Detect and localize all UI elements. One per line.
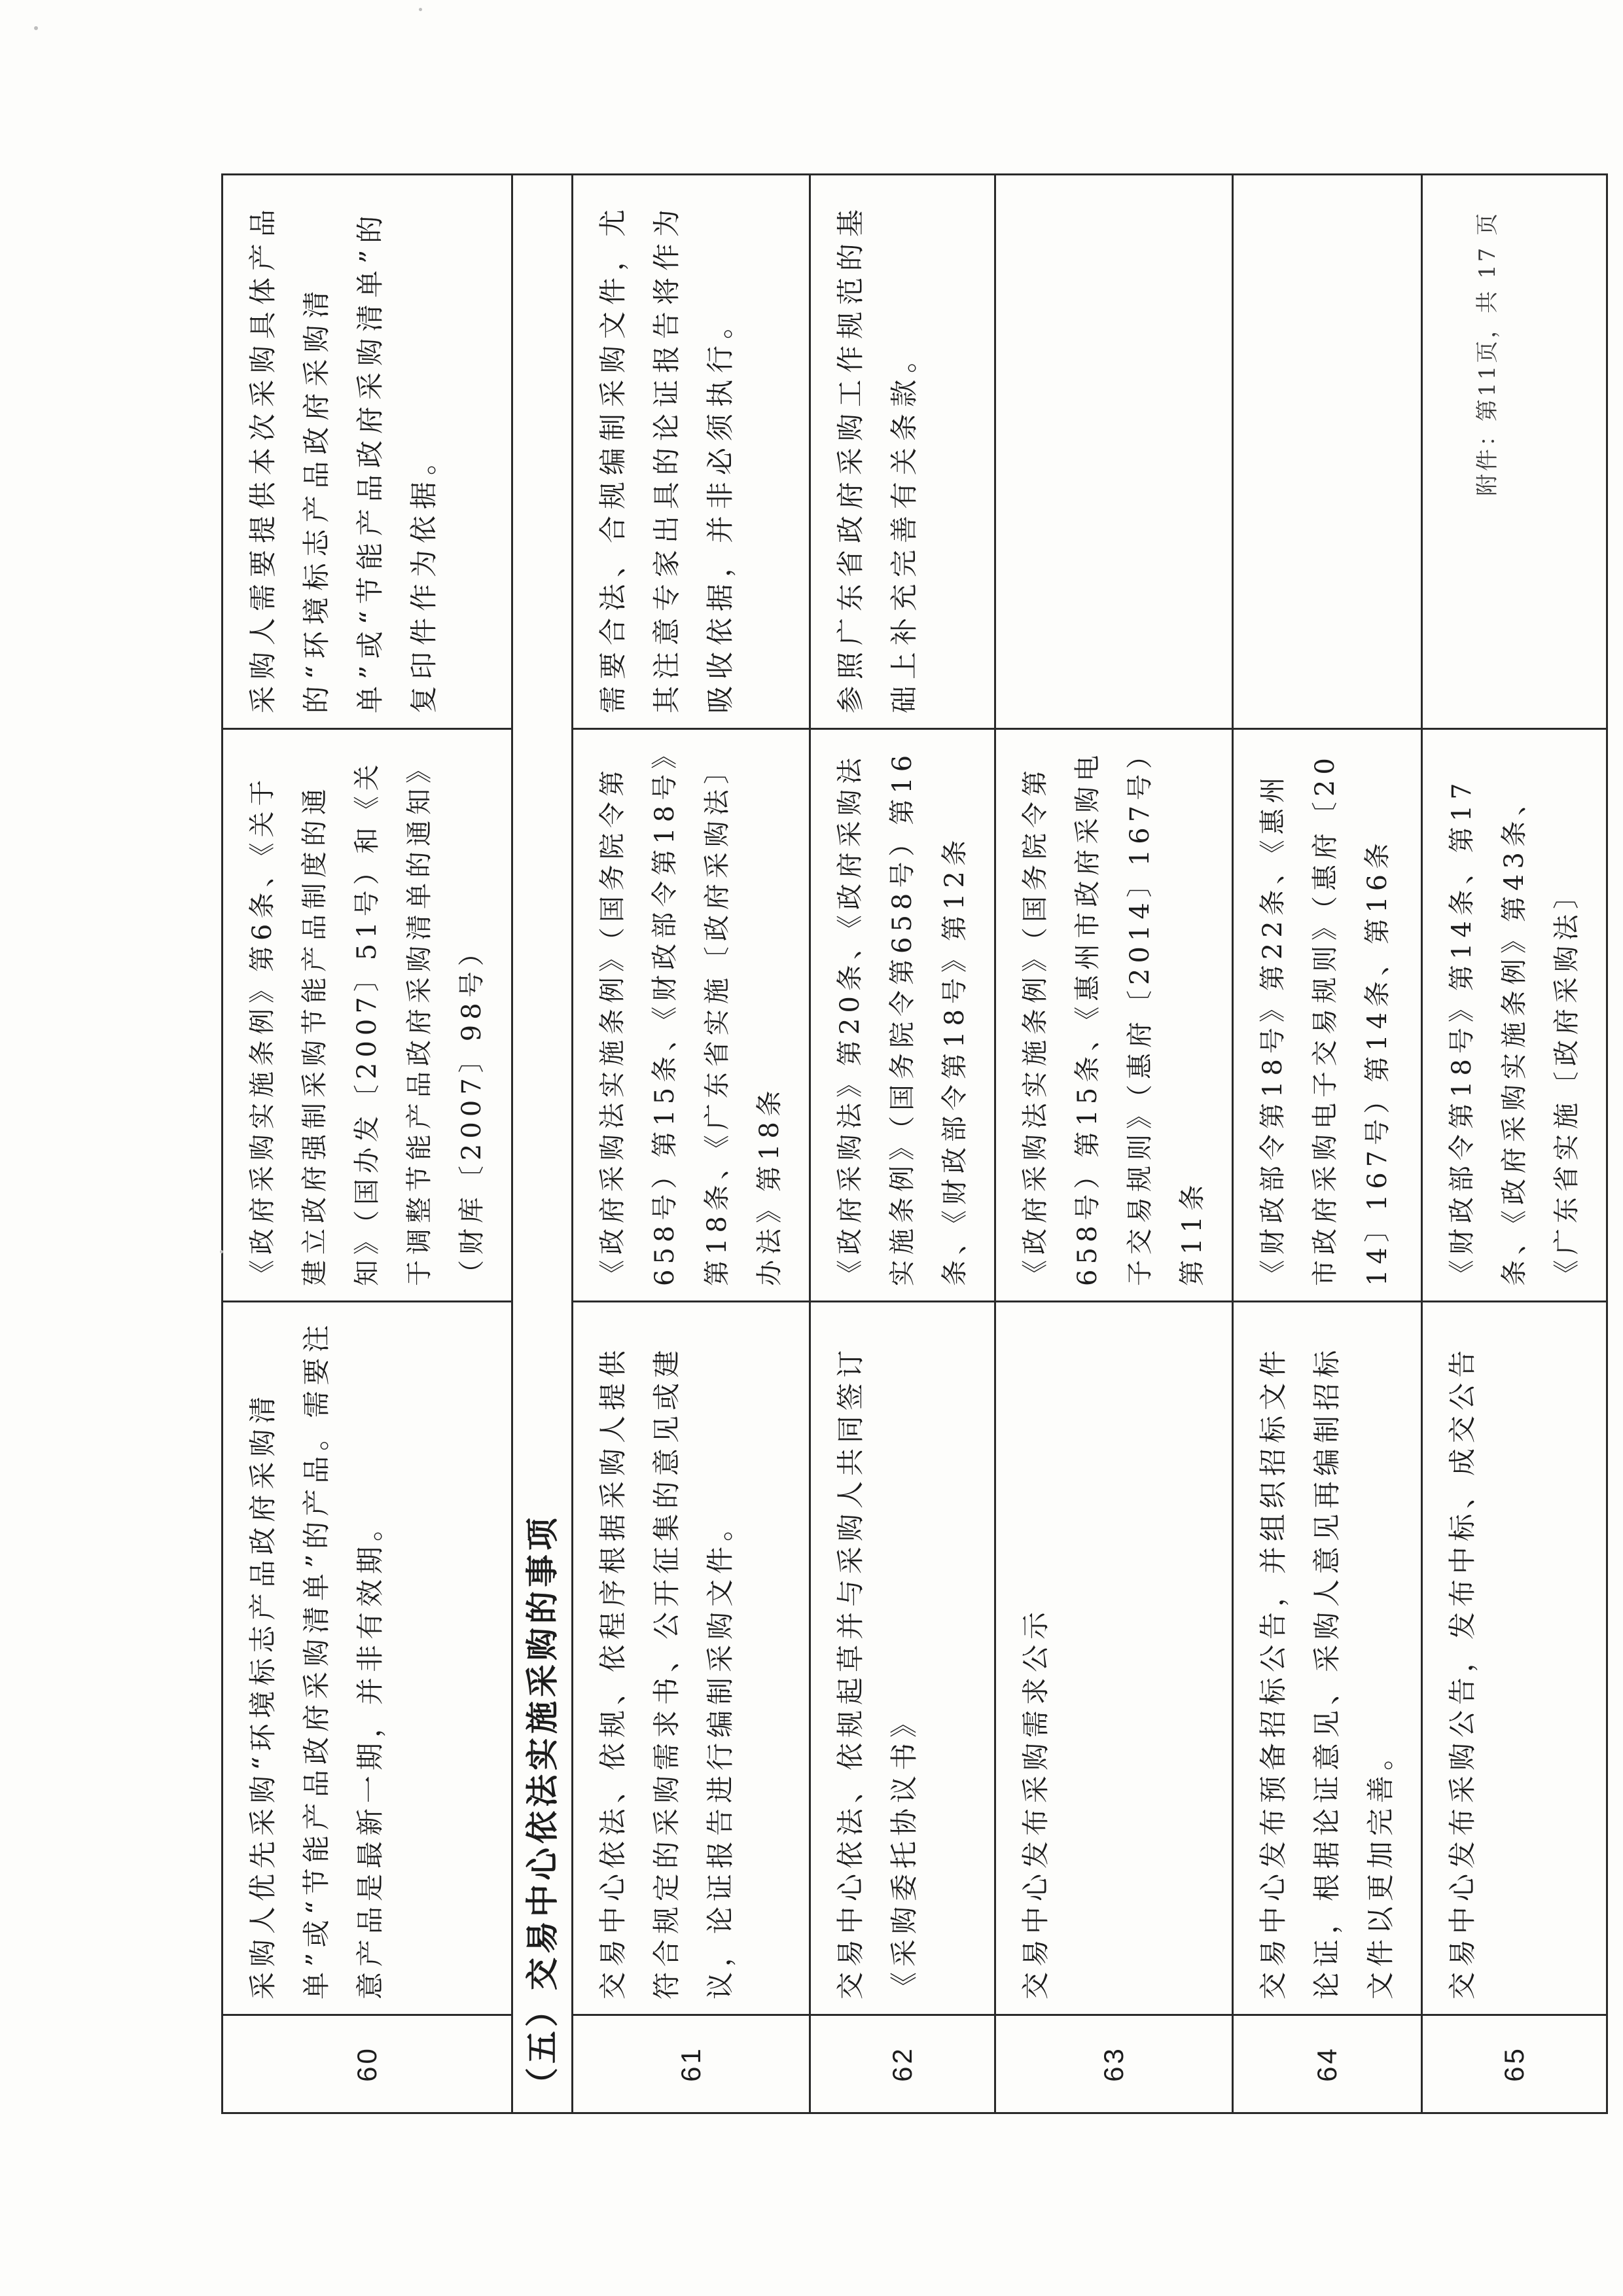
scan-speck — [34, 26, 38, 30]
row-number: 61 — [573, 2015, 810, 2113]
remark-cell: 参照广东省政府采购工作规范的基础上补充完善有关条款。 — [810, 175, 995, 729]
matter-cell: 交易中心发布采购公告，发布中标、成交公告 — [1422, 1302, 1607, 2015]
remark-cell: 需要合法、合规编制采购文件，尤其注意专家出具的论证报告将作为吸收依据，并非必须执行。 — [573, 175, 810, 729]
matter-cell: 交易中心发布采购需求公示 — [995, 1302, 1233, 2015]
remark-cell — [1233, 175, 1422, 729]
table-row — [573, 175, 810, 2113]
row-number: 60 — [223, 2015, 512, 2113]
page-footer: 附件：第11页，共 17 页 — [1474, 210, 1501, 496]
matter-cell: 交易中心依法、依规起草并与采购人共同签订《采购委托协议书》 — [810, 1302, 995, 2015]
legal-basis-cell: 《政府采购法》第20条、《政府采购法实施条例》（国务院令第658号）第16条、《财政部令第18号》第12条 — [810, 729, 995, 1302]
row-number: 65 — [1422, 2015, 1607, 2113]
matter-cell: 采购人优先采购“环境标志产品政府采购清单”或“节能产品政府采购清单”的产品。需要注意产品是最新一期，并非有效期。 — [223, 1302, 512, 2015]
matter-cell: 交易中心依法、依规、依程序根据采购人提供符合规定的采购需求书、公开征集的意见或建议，论证报告进行编制采购文件。 — [573, 1302, 810, 2015]
legal-basis-cell: 《财政部令第18号》第22条、《惠州市政府采购电子交易规则》（惠府〔2014〕167号）第14条、第16条 — [1233, 729, 1422, 1302]
scan-speck — [220, 1250, 223, 1253]
table-row — [1233, 175, 1422, 2113]
matter-cell: 交易中心发布预备招标公告，并组织招标文件论证，根据论证意见、采购人意见再编制招标文件以更加完善。 — [1233, 1302, 1422, 2015]
section-title: （五）交易中心依法实施采购的事项 — [512, 175, 573, 2113]
row-number: 63 — [995, 2015, 1233, 2113]
remark-cell — [1422, 175, 1607, 729]
section-header-row — [512, 175, 573, 2113]
table-row — [1422, 175, 1607, 2113]
legal-basis-cell: 《政府采购法实施条例》（国务院令第658号）第15条、《财政部令第18号》第18条、《广东省实施〔政府采购法〕办法》第18条 — [573, 729, 810, 1302]
remark-cell: 采购人需要提供本次采购具体产品的“环境标志产品政府采购清单”或“节能产品政府采购清单”的复印件作为依据。 — [223, 175, 512, 729]
procurement-matters-table — [221, 173, 1608, 2114]
remark-cell — [995, 175, 1233, 729]
table-row — [223, 175, 512, 2113]
row-number: 62 — [810, 2015, 995, 2113]
legal-basis-cell: 《政府采购实施条例》第6条、《关于建立政府强制采购节能产品制度的通知》（国办发〔2007〕51号）和《关于调整节能产品政府采购清单的通知》（财库〔2007〕98号） — [223, 729, 512, 1302]
table-row — [995, 175, 1233, 2113]
scan-speck — [419, 8, 422, 11]
row-number: 64 — [1233, 2015, 1422, 2113]
legal-basis-cell: 《财政部令第18号》第14条、第17条、《政府采购实施条例》第43条、《广东省实施〔政府采购法〕 — [1422, 729, 1607, 1302]
legal-basis-cell: 《政府采购法实施条例》（国务院令第658号）第15条、《惠州市政府采购电子交易规则》（惠府〔2014〕167号）第11条 — [995, 729, 1233, 1302]
table-row — [810, 175, 995, 2113]
